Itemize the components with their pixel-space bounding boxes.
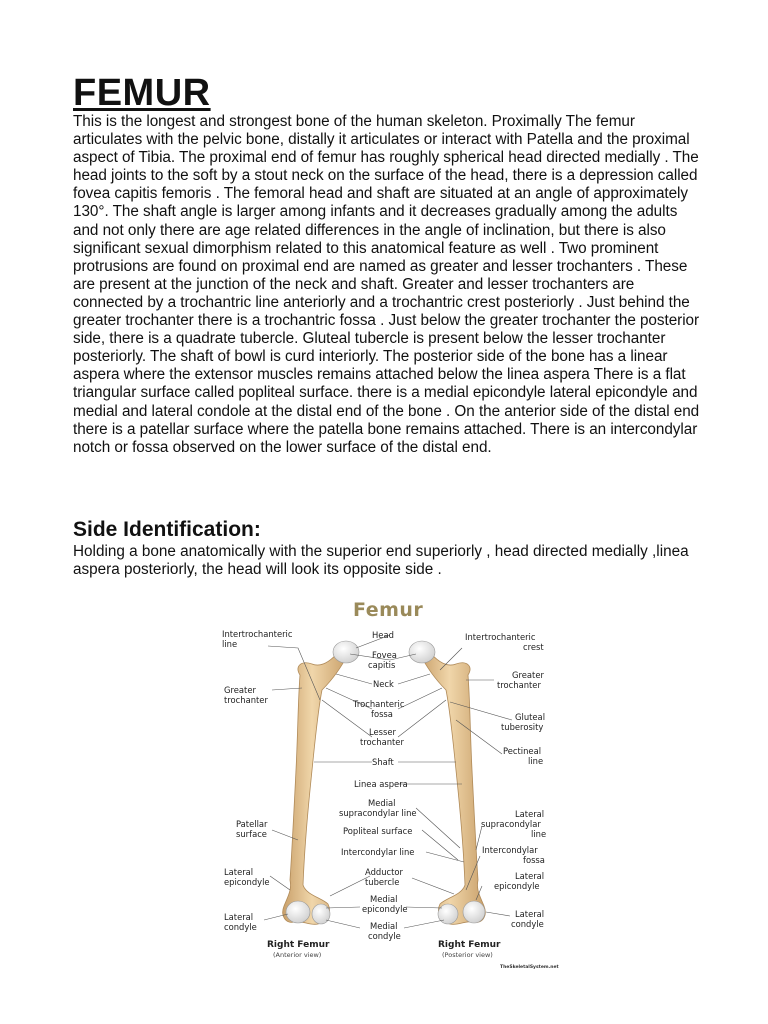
label-linea-aspera: Linea aspera [354, 779, 408, 789]
label-medial-condyle: Medial condyle [368, 921, 401, 941]
label-head: Head [372, 630, 394, 640]
label-popliteal-surface: Popliteal surface [343, 826, 413, 836]
label-shaft: Shaft [372, 757, 394, 767]
anterior-femur-illustration [283, 641, 359, 924]
label-lateral-condyle-anterior: Lateral condyle [224, 912, 257, 932]
caption-posterior: Right Femur [438, 940, 501, 950]
label-patellar-surface: Patellar surface [236, 819, 268, 839]
caption-anterior-sub: (Anterior view) [273, 951, 322, 959]
label-pectineal-line: Pectineal line [503, 746, 544, 766]
label-medial-supracondylar-line: Medial supracondylar line [339, 798, 417, 818]
label-lateral-supracondylar-line: Lateral supracondylar line [481, 809, 547, 839]
label-intertrochanteric-line: Intertrochanteric line [222, 629, 293, 649]
label-lateral-epicondyle-anterior: Lateral epicondyle [224, 867, 270, 887]
label-adductor-tubercle: Adductor tubercle [365, 867, 403, 887]
posterior-lateral-condyle [463, 901, 485, 923]
label-gluteal-tuberosity: Gluteal tuberosity [501, 712, 546, 732]
posterior-femur-head [409, 641, 435, 663]
side-identification-paragraph: Holding a bone anatomically with the superior end superiorly , head directed medially ,linea aspera posteriorly, the head will look its opposite side . [73, 543, 689, 579]
caption-posterior-sub: (Posterior view) [442, 951, 493, 959]
anterior-lateral-condyle [286, 901, 310, 923]
femur-diagram [210, 590, 560, 975]
page-title: FEMUR [73, 72, 211, 114]
anterior-femur-bone [283, 650, 348, 924]
label-lateral-epicondyle-posterior: Lateral epicondyle [494, 871, 545, 891]
label-intercondylar-line: Intercondylar line [341, 847, 415, 857]
label-lesser-trochanter: Lesser trochanter [360, 727, 404, 747]
caption-anterior: Right Femur [267, 940, 330, 950]
femur-description-paragraph: This is the longest and strongest bone of the human skeleton. Proximally The femur articulates with the pelvic bone, distally it articulates or interact with Patella and the proximal aspect of Tibia. The proximal end of femur has roughly spherical head directed medially . The head joints to the soft by a stout neck on the surface of the head, there is a depression called fovea capitis femoris . The femoral head and shaft are situated at an angle of approximately 130°. The shaft angle is larger among infants and it decreases gradually among the adults and not only there are age related differences in the angle of inclination, but there is also significant sexual dimorphism related to this anatomical feature as well . Two prominent protrusions are found on proximal end are named as greater and lesser trochanters . These are present at the junction of the neck and shaft. Greater and lesser trochanters are connected by a trochantric line anteriorly and a trochantric crest posteriorly . Just behind the greater trochanter there is a trochantric fossa . Just below the greater trochanter the posterior side, there is a quadrate tubercle. Gluteal tubercle is present below the lesser trochanter posteriorly. The shaft of bowl is curd interiorly. The posterior side of the bone has a linear aspera where the extensor muscles remains attached below the linea aspera There is a flat triangular surface called popliteal surface. there is a medial epicondyle lateral epicondyle and medial and lateral condole at the distal end of the bone . On the anterior side of the distal end there is a patellar surface where the patella bone remains attached. There is an intercondylar notch or fossa observed on the lower surface of the distal end. [73, 113, 700, 456]
anterior-femur-head [333, 641, 359, 663]
figure-title: Femur [353, 599, 424, 621]
label-neck: Neck [373, 679, 394, 689]
posterior-medial-condyle [438, 904, 458, 924]
side-identification-heading: Side Identification: [73, 518, 261, 541]
label-fovea-capitis: Fovea capitis [368, 650, 397, 670]
label-lateral-condyle-posterior: Lateral condyle [511, 909, 545, 929]
figure-credit: TheSkeletalSystem.net [500, 965, 559, 970]
posterior-femur-bone [420, 650, 485, 924]
label-greater-trochanter-posterior: Greater trochanter [497, 670, 544, 690]
label-intertrochanteric-crest: Intertrochanteric crest [465, 632, 544, 652]
label-intercondylar-fossa: Intercondylar fossa [482, 845, 545, 865]
femur-diagram-svg [210, 590, 560, 975]
posterior-femur-illustration [409, 641, 485, 924]
label-medial-epicondyle: Medial epicondyle [362, 894, 408, 914]
anterior-medial-condyle [312, 904, 330, 924]
label-greater-trochanter-anterior: Greater trochanter [224, 685, 268, 705]
label-trochanteric-fossa: Trochanteric fossa [353, 699, 405, 719]
